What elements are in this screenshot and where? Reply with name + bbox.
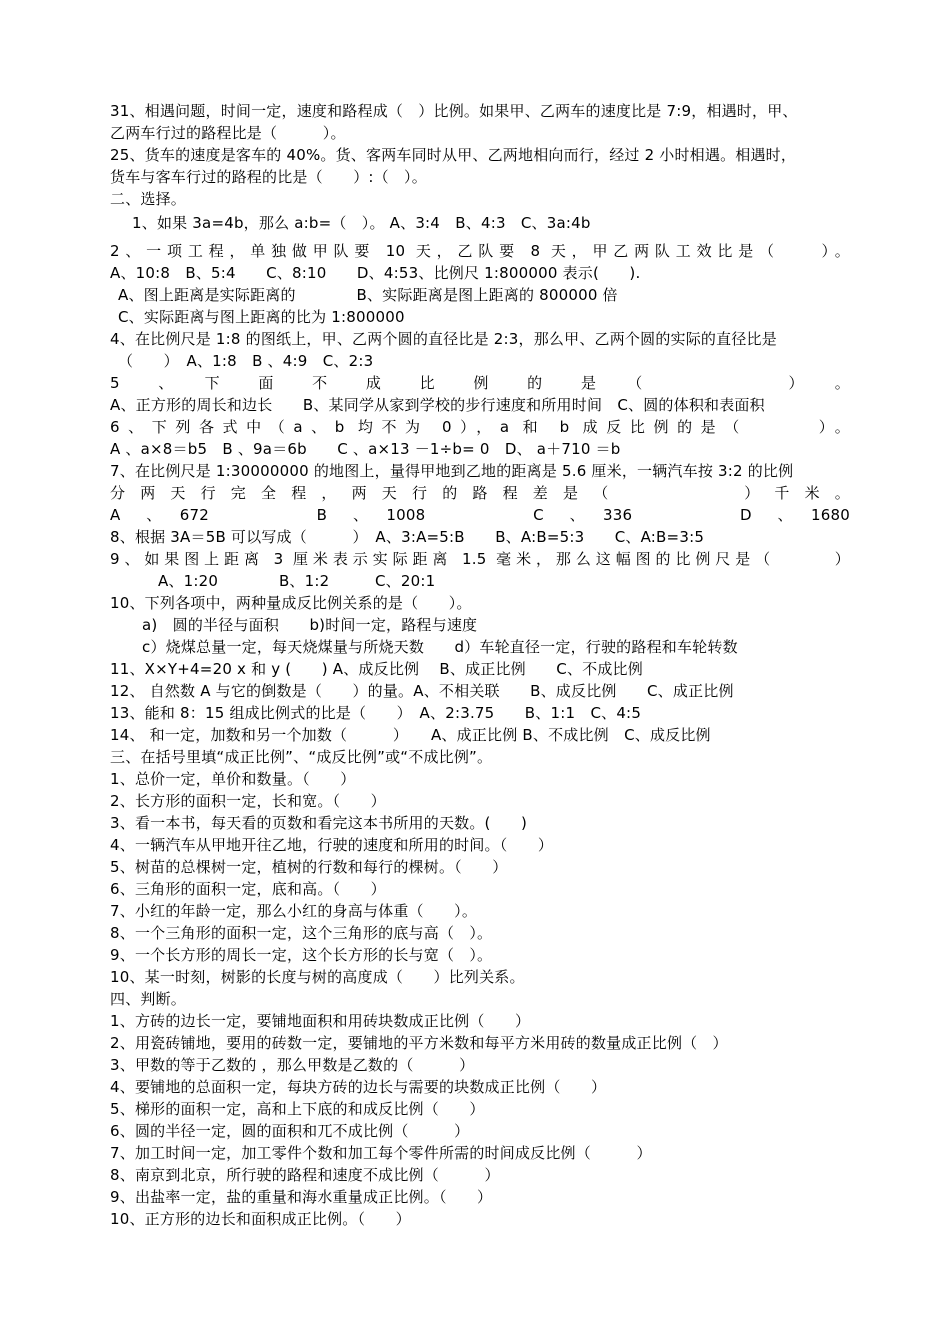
question-line: 10、下列各项中，两种量成反比例关系的是（ ）。 [110,594,472,612]
question-line: 9、出盐率一定，盐的重量和海水重量成正比例。（ ） [110,1188,493,1206]
option-line: a) 圆的半径与面积 b)时间一定，路程与速度 [142,616,478,634]
question-line: 13、能和 8：15 组成比例式的比是（ ） A、2:3.75 B、1:1 C、4:5 [110,704,642,722]
question-line: 货车与客车行过的路程的比是（ ）:（ ）。 [110,168,427,186]
question-line: 4、一辆汽车从甲地开往乙地，行驶的速度和所用的时间。（ ） [110,836,554,854]
section-heading: 四、判断。 [110,990,187,1008]
question-line: 2、长方形的面积一定，长和宽。（ ） [110,792,386,810]
question-line: 14、 和一定，加数和另一个加数（ ） A、成正比例 B、不成比例 C、成反比例 [110,726,711,744]
section-heading: 二、选择。 [110,190,187,208]
question-line: 5、树苗的总棵树一定，植树的行数和每行的棵树。（ ） [110,858,508,876]
question-line: 31、相遇问题，时间一定，速度和路程成（ ）比例。如果甲、乙两车的速度比是 7:9，相遇时，甲、 [110,102,798,120]
question-line: 7、加工时间一定，加工零件个数和加工每个零件所需的时间成反比例（ ） [110,1144,652,1162]
question-line: 6、下列各式中（a、b 均不为 0），a 和 b 成反比例的是（ ）。 [110,418,850,436]
question-line: 5 、 下 面 不 成 比 例 的 是 （ ） 。 [110,374,850,392]
question-line: 2、一项工程，单独做甲队要 10 天，乙队要 8 天，甲乙两队工效比是（ ）。 [110,242,850,260]
question-line: 3、甲数的等于乙数的 ，那么甲数是乙数的（ ） [110,1056,475,1074]
question-line: 1、总价一定，单价和数量。（ ） [110,770,356,788]
question-line: 8、一个三角形的面积一定，这个三角形的底与高（ ）。 [110,924,493,942]
question-line: 8、根据 3A＝5B 可以写成（ ） A、3:A=5:B B、A:B=5:3 C、A:B=3:5 [110,528,705,546]
question-line: 2、用瓷砖铺地，要用的砖数一定，要铺地的平方米数和每平方米用砖的数量成正比例（ ） [110,1034,728,1052]
option-line: （ ） A、1:8 B 、4:9 C、2:3 [118,352,374,370]
question-line: 10、正方形的边长和面积成正比例。（ ） [110,1210,411,1228]
question-line: 乙两车行过的路程比是（ ）。 [110,124,346,142]
question-line: 10、某一时刻，树影的长度与树的高度成（ ）比列关系。 [110,968,525,986]
question-line: 6、圆的半径一定，圆的面积和兀不成比例（ ） [110,1122,470,1140]
question-line: 9、如果图上距离 3 厘米表示实际距离 1.5 毫米，那么这幅图的比例尺是（ ） [110,550,850,568]
option-line: A 、a×8＝b5 B 、9a＝6b C 、a×13 －1÷b= 0 D、 a＋710 ＝b [110,440,621,458]
question-line: 4、要铺地的总面积一定，每块方砖的边长与需要的块数成正比例（ ） [110,1078,607,1096]
question-line: 7、在比例尺是 1:30000000 的地图上，量得甲地到乙地的距离是 5.6 厘米，一辆汽车按 3:2 的比例 [110,462,794,480]
question-line: 4、在比例尺是 1:8 的图纸上，甲、乙两个圆的直径比是 2:3，那么甲、乙两个圆的实际的直径比是 [110,330,777,348]
option-line: A 、 672 B 、 1008 C 、 336 D 、 1680 [110,506,850,524]
question-line: 9、一个长方形的周长一定，这个长方形的长与宽（ ）。 [110,946,493,964]
question-line: 11、X×Y+4=20 x 和 y ( ) A、成反比例 B、成正比例 C、不成比例 [110,660,643,678]
question-line: 12、 自然数 A 与它的倒数是（ ）的量。A、不相关联 B、成反比例 C、成正比例 [110,682,734,700]
option-line: A、1:20 B、1:2 C、20:1 [158,572,436,590]
option-line: c）烧煤总量一定，每天烧煤量与所烧天数 d）车轮直径一定，行驶的路程和车轮转数 [142,638,738,656]
question-line: 分两天行完全程，两天行的路程差是（ ）千米。 [110,484,850,502]
question-line: 8、南京到北京，所行驶的路程和速度不成比例（ ） [110,1166,500,1184]
option-line: C、实际距离与图上距离的比为 1:800000 [118,308,405,326]
question-line: 25、货车的速度是客车的 40%。货、客两车同时从甲、乙两地相向而行，经过 2 小时相遇。相遇时， [110,146,797,164]
question-line: 3、看一本书，每天看的页数和看完这本书所用的天数。( ) [110,814,528,832]
question-line: 1、如果 3a=4b，那么 a:b=（ ）。 A、3:4 B、4:3 C、3a:4b [132,214,591,232]
question-line: 7、小红的年龄一定，那么小红的身高与体重（ ）。 [110,902,478,920]
question-line: 1、方砖的边长一定，要铺地面积和用砖块数成正比例（ ） [110,1012,531,1030]
option-line: A、10:8 B、5:4 C、8:10 D、4:53、比例尺 1:800000 表示( ). [110,264,641,282]
option-line: A、图上距离是实际距离的 B、实际距离是图上距离的 800000 倍 [118,286,618,304]
question-line: 6、三角形的面积一定，底和高。（ ） [110,880,386,898]
section-heading: 三、在括号里填“成正比例”、“成反比例”或“不成比例”。 [110,748,493,766]
question-line: 5、梯形的面积一定，高和上下底的和成反比例（ ） [110,1100,485,1118]
option-line: A、正方形的周长和边长 B、某同学从家到学校的步行速度和所用时间 C、圆的体积和表面积 [110,396,765,414]
